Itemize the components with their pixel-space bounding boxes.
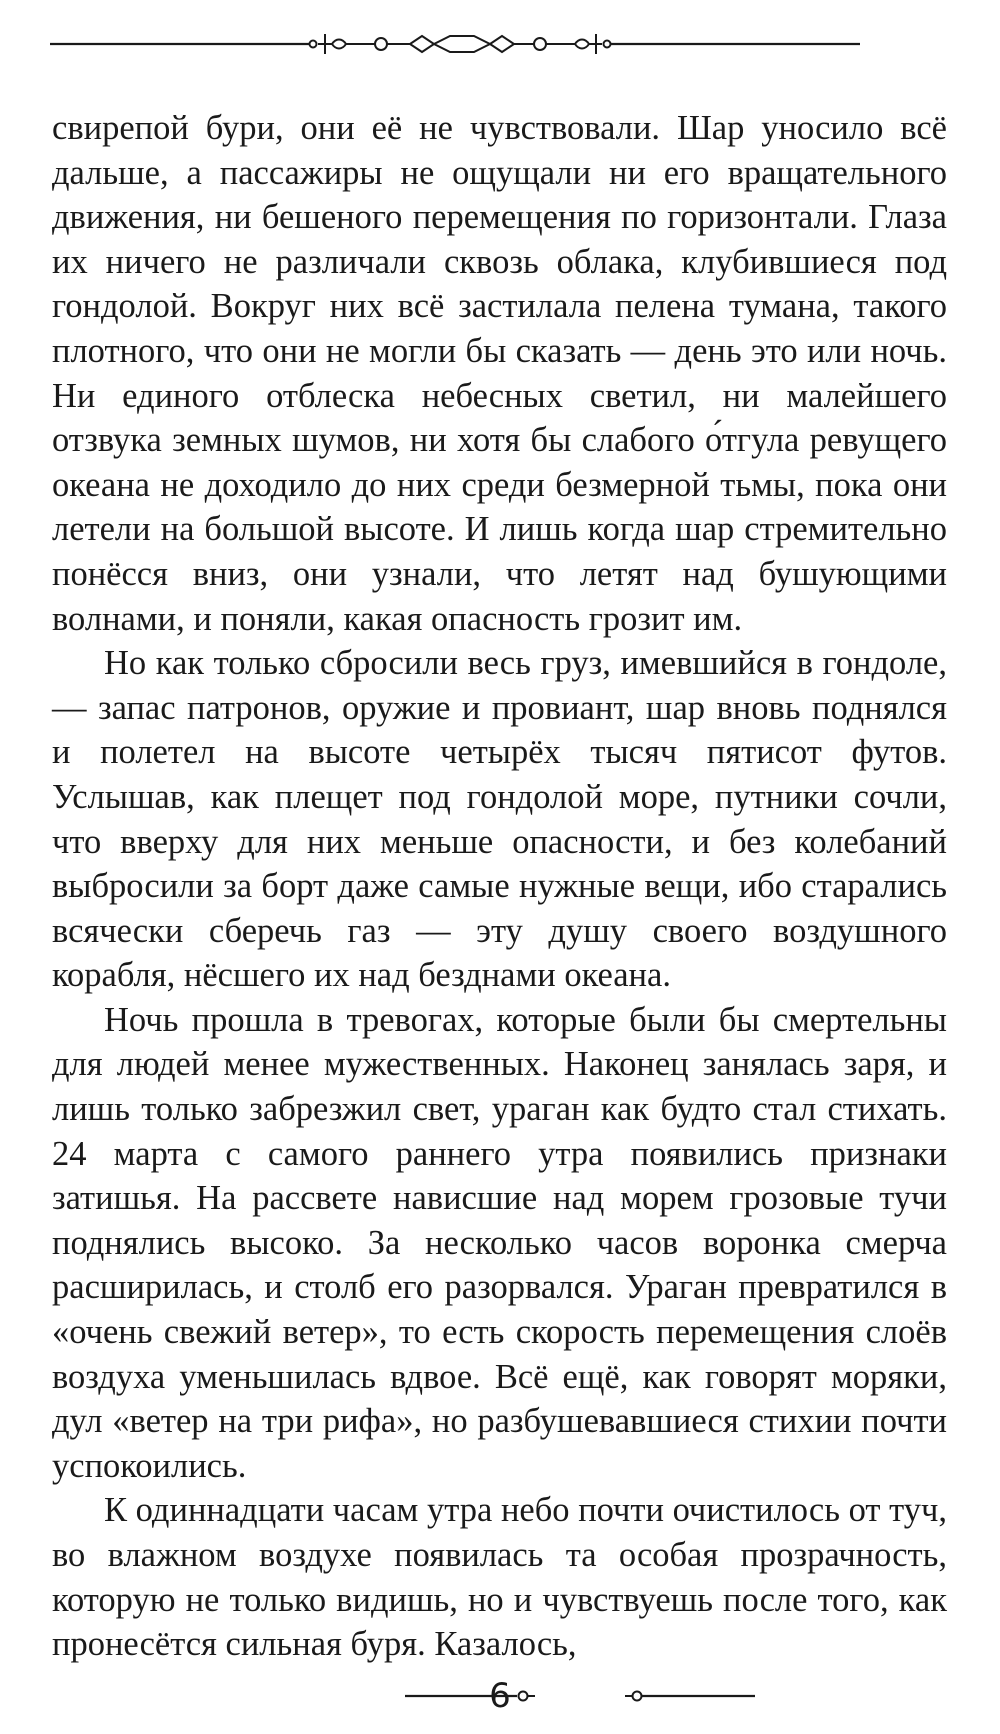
paragraph-3: Ночь прошла в тревогах, которые были бы смертельны для людей менее мужественных. Наконец занялась заря, и лишь только забрезжил свет, ураган как будто стал стихать. 24 марта с самого раннего утра появились признаки затишья. На рассвете нависшие над морем грозовые тучи поднялись высоко. За несколько часов воронка смерча расширилась, и столб его разорвался. Ураган превратился в «очень свежий ветер», то есть скорость перемещения слоёв воздуха уменьшилась вдвое. Всё ещё, как говорят моряки, дул «ветер на три рифа», но разбушевавшиеся стихии почти успокоились. [52,1000,947,1485]
page-footer [0,1676,1000,1716]
page-body [52,106,947,1667]
header-ornament [50,30,950,70]
paragraph-2: Но как только сбросили весь груз, имевшийся в гондоле, — запас патронов, оружие и провиант, шар вновь поднялся и полетел на высоте четырёх тысяч пятисот футов. Услышав, как плещет под гондолой море, путники сочли, что вверху для них меньше опасности, и без колебаний выбросили за борт даже самые нужные вещи, ибо старались всячески сберечь газ — эту душу своего воздушного корабля, нёсшего их над безднами океана. [52,644,947,995]
page-number: 6 [489,1676,511,1716]
footer-ornament-right [545,1676,835,1716]
paragraph-1: свирепой бури, они её не чувствовали. Шар уносило всё дальше, а пассажиры не ощущали ни его вращательного движения, ни бешеного перемещения по горизонтали. Глаза их ничего не различали сквозь облака, клубившиеся под гондолой. Вокруг них всё застилала пелена тумана, такого плотного, что они не могли бы сказать — день это или ночь. Ни единого отблеска небесных светил, ни малейшего отзвука земных шумов, ни хотя бы слабого о́тгула ревущего океана не доходило до них среди безмерной тьмы, пока они летели на большой высоте. И лишь когда шар стремительно понёсся вниз, они узнали, что летят над бушующими волнами, и поняли, какая опасность грозит им. [52,109,947,638]
paragraph-4: К одиннадцати часам утра небо почти очистилось от туч, во влажном воздухе появилась та особая прозрачность, которую не только видишь, но и чувствуешь после того, как пронесётся сильная буря. Казалось, [52,1491,947,1664]
